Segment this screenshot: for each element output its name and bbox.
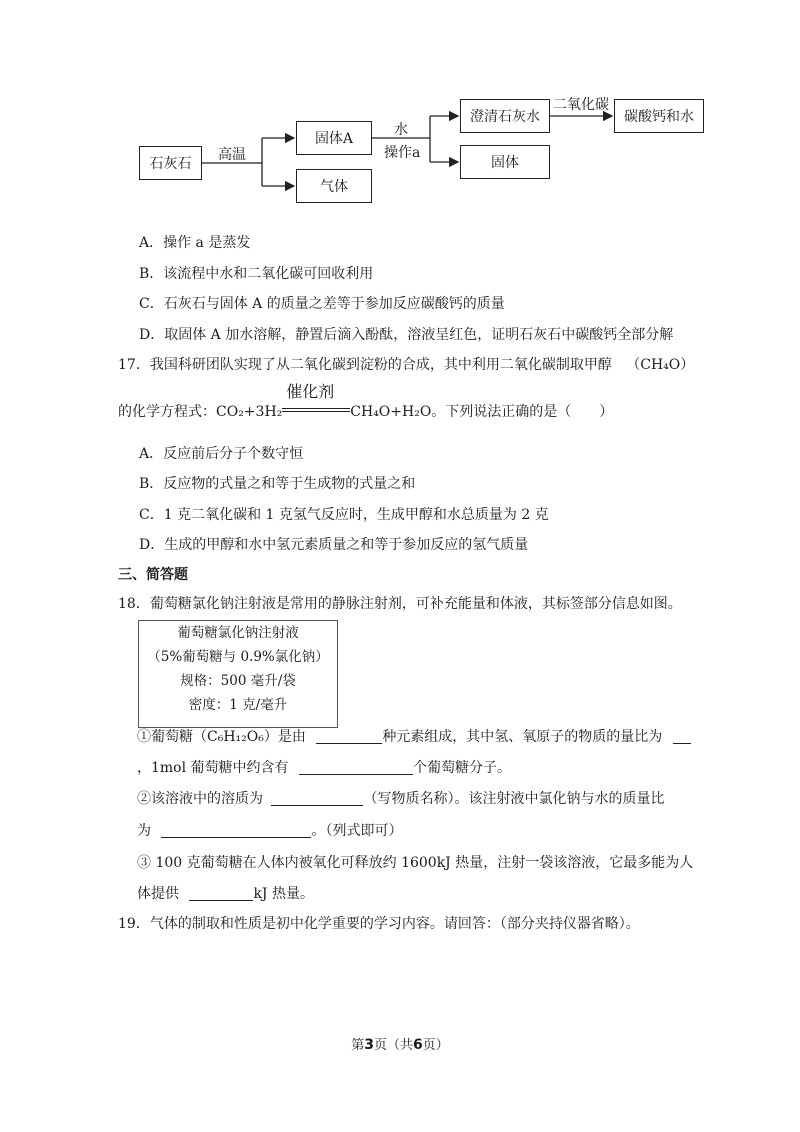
q17-eq-left: CO₂+3H₂ [216, 404, 283, 420]
q18-part2-line1 [137, 789, 664, 809]
gas-box: 气体 [296, 169, 372, 203]
q16-option-a: A．操作 a 是蒸发 [139, 235, 251, 251]
footer-mid: 页（共 [373, 1038, 413, 1053]
q18-p1-line2-end: 个葡萄糖分子。 [413, 760, 511, 776]
label-line-name: 葡萄糖氯化钠注射液 [177, 625, 299, 641]
footer-total-pages: 6 [413, 1037, 423, 1053]
label-line-density: 密度：1 克/毫升 [188, 697, 288, 713]
q17-eq-right: CH₄O+H₂O。下列说法正确的是（ ） [350, 404, 614, 420]
solid-box: 固体 [460, 145, 550, 179]
q16-option-d: D．取固体 A 加水溶解，静置后滴入酚酞，溶液呈红色，证明石灰石中碳酸钙全部分解 [139, 327, 674, 343]
q18-part1-line1 [137, 727, 691, 747]
injection-label-box [138, 620, 338, 728]
product-box: 碳酸钙和水 [614, 99, 704, 133]
q18-part3-line2 [137, 884, 314, 904]
answer-blank-molecules[interactable] [299, 760, 413, 775]
q17-eq-prefix: 的化学方程式： [118, 404, 216, 420]
q17-option-b: B．反应物的式量之和等于生成物的式量之和 [139, 476, 416, 492]
q17-equation [118, 382, 614, 422]
answer-blank-solute[interactable] [271, 791, 363, 806]
q17-option-d: D．生成的甲醇和水中氢元素质量之和等于参加反应的氢气质量 [139, 537, 529, 553]
q18-stem: 18．葡萄糖氯化钠注射液是常用的静脉注射剂，可补充能量和体液，其标签部分信息如图。 [118, 596, 682, 612]
solid-a-box: 固体A [296, 121, 372, 155]
q18-p2-start: ②该溶液中的溶质为 [137, 791, 263, 807]
footer-prefix: 第 [351, 1038, 365, 1053]
limewater-box: 澄清石灰水 [460, 99, 550, 133]
q18-p2-mid: （写物质名称）。该注射液中氯化钠与水的质量比 [363, 791, 665, 807]
footer-suffix: 页） [422, 1038, 449, 1053]
q18-p1-mid: 种元素组成，其中氢、氧原子的物质的量比为 [382, 729, 663, 745]
footer-page-number: 3 [364, 1037, 374, 1053]
page-footer [0, 1034, 800, 1053]
q17-option-a: A．反应前后分子个数守恒 [139, 446, 304, 462]
answer-blank-elements[interactable] [316, 729, 382, 744]
q17-catalyst: 催化剂 [286, 382, 335, 401]
q17-stem-text: 17．我国科研团队实现了从二氧化碳到淀粉的合成，其中利用二氧化碳制取甲醇 [118, 357, 612, 373]
answer-blank-mass-ratio[interactable] [161, 823, 311, 838]
high-temp-label: 高温 [218, 147, 246, 163]
q16-option-c: C．石灰石与固体 A 的质量之差等于参加反应碳酸钙的质量 [139, 296, 505, 312]
q18-p2-line2-end: 。（列式即可） [311, 823, 403, 839]
section-title: 三、简答题 [118, 567, 188, 583]
q19-stem: 19．气体的制取和性质是初中化学重要的学习内容。请回答：（部分夹持仪器省略）。 [118, 916, 640, 932]
q17-option-c: C．1 克二氧化碳和 1 克氢气反应时，生成甲醇和水总质量为 2 克 [139, 507, 549, 523]
label-line-spec: 规格：500 毫升/袋 [180, 673, 296, 689]
q18-part2-line2 [137, 821, 402, 841]
q17-catalyst-arrow [282, 382, 350, 417]
label-line-composition: （5%葡萄糖与 0.9%氯化钠） [147, 649, 329, 665]
water-label: 水 [394, 122, 408, 138]
q18-part1-line2 [137, 758, 511, 778]
q18-p3-line2-start: 体提供 [137, 886, 179, 902]
q18-p1-line2-start: ，1mol 葡萄糖中约含有 [137, 760, 289, 776]
q17-formula: （CH₄O） [626, 357, 695, 373]
operation-a-label: 操作a [384, 145, 421, 161]
q18-p2-line2-start: 为 [137, 823, 151, 839]
q17-stem [118, 355, 694, 375]
q18-p1-start: ①葡萄糖（C₆H₁₂O₆）是由 [137, 729, 306, 745]
q18-p3-line2-end: kJ 热量。 [253, 886, 314, 902]
answer-blank-energy[interactable] [189, 886, 253, 901]
co2-label: 二氧化碳 [553, 97, 609, 113]
q18-part3-line1: ③ 100 克葡萄糖在人体内被氧化可释放约 1600kJ 热量，注射一袋该溶液，它最多能为人 [137, 855, 694, 871]
limestone-box: 石灰石 [139, 146, 202, 180]
answer-blank-ratio[interactable] [673, 729, 691, 744]
q16-option-b: B．该流程中水和二氧化碳可回收利用 [139, 266, 374, 282]
